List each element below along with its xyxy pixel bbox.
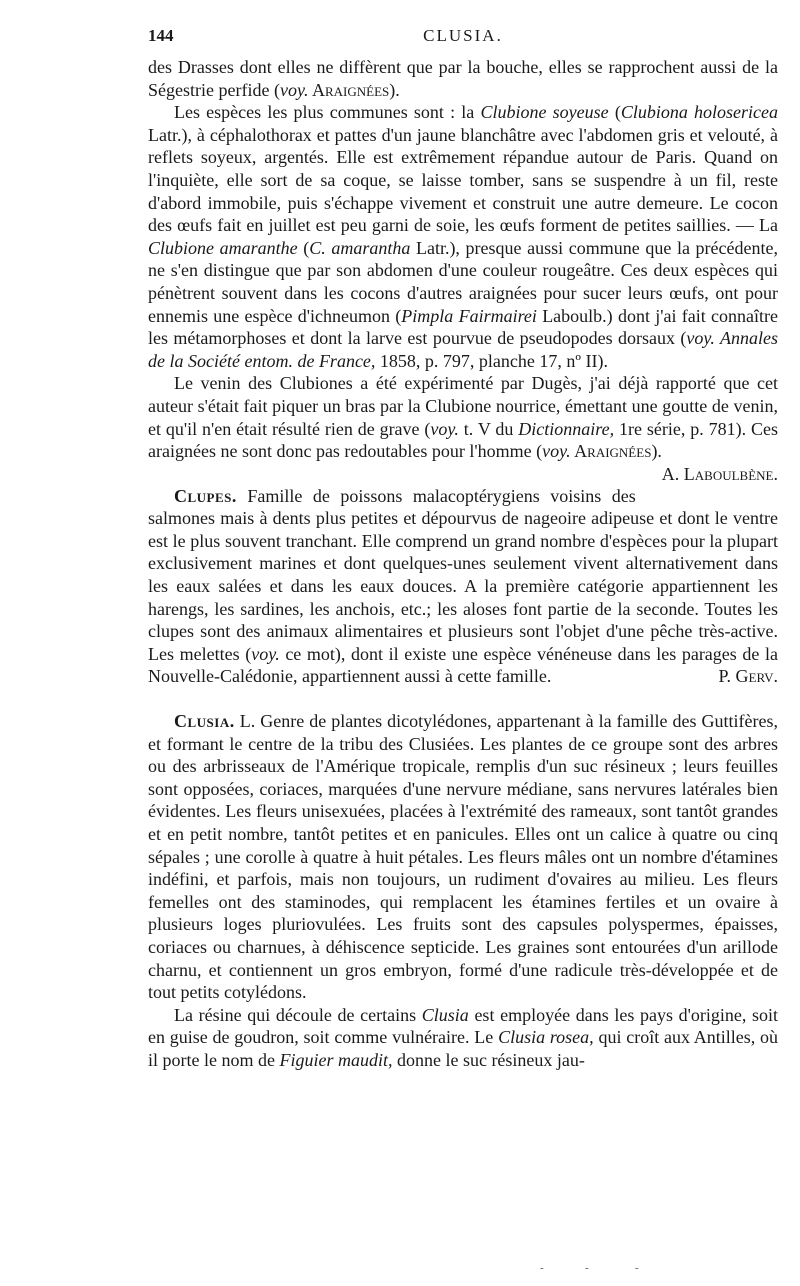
entry-clusia: Clusia. L. Genre de plantes dicotylédones, appartenant à la famille des Guttifères, et formant le centre de la tribu des Clusiées. Les plantes de ce groupe sont des arbres ou des arbrisseaux de l'Amérique tropicale, remplis d'un suc résineux ; leurs feuilles sont opposées, coriaces, marquées d'une nervure médiane, sans nervures latérales bien évidentes. Les fleurs unisexuées, placées à l'extrémité des rameaux, sont tantôt grandes et en petit nombre, tantôt petites et en panicules. Elles ont un calice à quatre ou cinq sépales ; une corolle à quatre à huit pétales. Les fleurs mâles ont un nombre d'étamines indéfini, et parfois, mais non toujours, un rudiment d'ovaires au milieu. Les fleurs femelles ont des staminodes, qui remplacent les étamines fertiles et un ovaire à plusieurs loges pluriovulées. Les fruits sont des capsules polyspermes, épaisses, coriaces ou charnues, à déhiscence septicide. Les graines sont entourées d'un arillode charnu, et contiennent un gros embryon, formé d'une radicule très-développée et de tout petits cotylédons.	[148, 711, 778, 1003]
author-signature: A. Laboulbène.	[661, 463, 778, 484]
entry-term: Clusia.	[174, 711, 235, 732]
footer-mark: -	[585, 1262, 589, 1274]
entry-term: Clupes.	[174, 485, 237, 506]
running-title: CLUSIA.	[423, 26, 503, 45]
page	[148, 22, 778, 1072]
entry-clupes: Clupes. Famille de poissons malacoptérygiens voisins des salmones mais à dents plus petites et dépourvus de nageoire adipeuse et dont le ventre est le plus souvent tranchant. Elle comprend un grand nombre d'espèces pour la plupart exclusivement marines et dont quelques-unes seulement vivent alternativement dans les eaux salées et dans les eaux douces. A la première catégorie appartiennent les harengs, les sardines, les anchois, etc.; les aloses font partie de la seconde. Toutes les clupes sont des animaux alimentaires et plusieurs sont l'objet d'une pêche très-active. Les melettes (voy. ce mot), dont il existe une espèce vénéneuse dans les parages de la Nouvelle-Calédonie, appartiennent aussi à cette famille. P. Gerv.	[148, 485, 779, 687]
author-signature: P. Gerv.	[718, 666, 778, 687]
footer-mark: -	[540, 1262, 544, 1274]
page-number: 144	[148, 26, 174, 45]
paragraph-especes-communes: Les espèces les plus communes sont : la Clubione soyeuse (Clubiona holosericea Latr.), à céphalothorax et pattes d'un jaune blanchâtre avec l'abdomen gris et velouté, à reflets soyeux, argentés. Elle est extrêmement répandue autour de Paris. Quand on l'inquiète, elle sort de sa coque, se laisse tomber, sans se suspendre à un fil, reste d'abord immobile, puis s'échappe vivement et construit une autre demeure. Le cocon des œufs fait en juillet est peu garni de soie, les œufs forment de petites saillies. — La Clubione amaranthe (C. amarantha Latr.), presque aussi commune que la précédente, ne s'en distingue que par son abdomen d'une couleur rougeâtre. Ces deux espèces qui pénètrent souvent dans les cocons d'autres araignées pour sucer leurs œufs, ont pour ennemis une espèce d'ichneumon (Pimpla Fairmairei Laboulb.) dont j'ai fait connaître les métamorphoses et dont la larve est pourvue de pseudopodes dorsaux (voy. Annales de la Société entom. de France, 1858, p. 797, planche 17, nº II).	[148, 102, 778, 371]
footer-mark: -	[635, 1262, 639, 1274]
paragraph-venin: Le venin des Clubiones a été expérimenté par Dugès, j'ai déjà rapporté que cet auteur s'était fait piquer un bras par la Clubione nourrice, émettant une goutte de venin, et qu'il n'en était résulté rien de grave (voy. t. V du Dictionnaire, 1re série, p. 781). Ces araignées ne sont donc pas redoutables pour l'homme (voy. Araignées). A. Laboulbène.	[148, 373, 778, 484]
page-header	[148, 22, 778, 56]
paragraph-drasses: des Drasses dont elles ne diffèrent que par la bouche, elles se rapprochent aussi de la Ségestrie perfide (voy. Araignées).	[148, 57, 778, 100]
paragraph-resine: La résine qui découle de certains Clusia est employée dans les pays d'origine, soit en guise de goudron, soit comme vulnéraire. Le Clusia rosea, qui croît aux Antilles, où il porte le nom de Figuier maudit, donne le suc résineux jau-	[148, 1004, 779, 1070]
